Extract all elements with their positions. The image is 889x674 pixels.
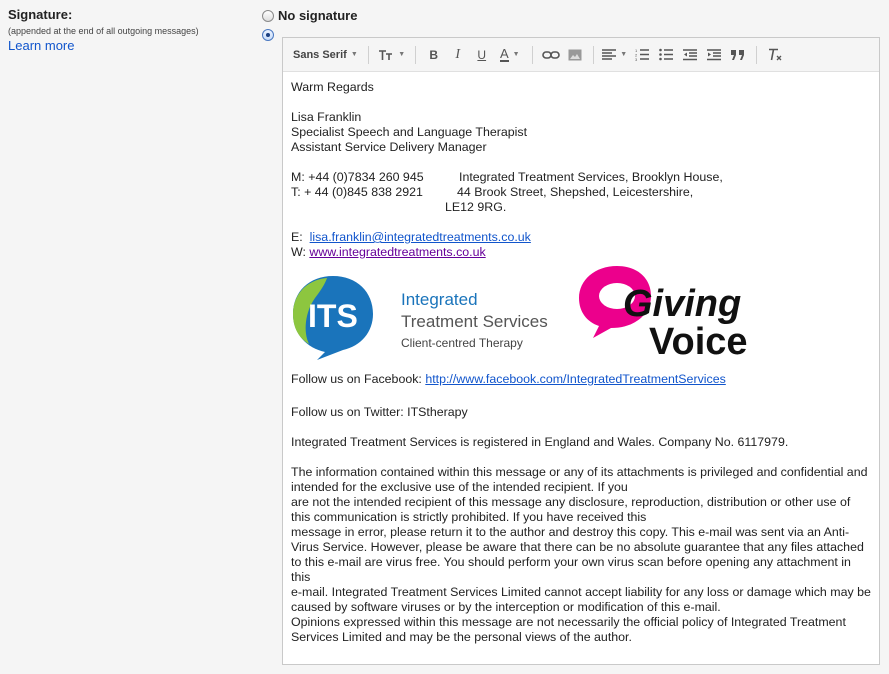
chevron-down-icon: ▼ — [398, 51, 406, 58]
address-line-1: Integrated Treatment Services, Brooklyn House, — [459, 170, 723, 184]
formatting-toolbar — [283, 38, 879, 72]
numbered-list-button[interactable] — [630, 44, 654, 66]
email-link[interactable]: lisa.franklin@integratedtreatments.co.uk — [309, 230, 531, 244]
greeting: Warm Regards — [291, 80, 374, 94]
align-icon — [602, 49, 616, 61]
chevron-down-icon: ▼ — [350, 51, 358, 58]
disclaimer-line-3: message in error, please return it to the author and destroy this copy. This e-mail was sent via an Anti-Virus Service. However, please be aware that there can be no absolute guarantee that any files attached to this e-mail are virus free. You should perform your own virus scan before opening any attachment in this — [291, 525, 864, 584]
sender-role-1: Specialist Speech and Language Therapist — [291, 125, 528, 139]
font-family-label: Sans Serif — [293, 48, 347, 61]
learn-more-link[interactable]: Learn more — [8, 38, 75, 53]
quote-button[interactable] — [726, 44, 750, 66]
svg-text:1: 1 — [634, 48, 637, 53]
twitter-line: Follow us on Twitter: ITStherapy — [291, 405, 468, 419]
quote-icon — [731, 50, 745, 60]
sender-name: Lisa Franklin — [291, 110, 362, 124]
remove-formatting-icon — [767, 48, 783, 62]
bold-button[interactable] — [422, 44, 446, 66]
indent-more-icon — [707, 49, 721, 61]
italic-button[interactable] — [446, 44, 470, 66]
indent-less-icon — [683, 49, 697, 61]
toolbar-divider — [756, 46, 757, 64]
signature-body[interactable] — [283, 72, 879, 645]
custom-signature-option[interactable] — [262, 29, 274, 41]
mobile-number: M: +44 (0)7834 260 945 — [291, 170, 424, 184]
chevron-down-icon: ▼ — [620, 51, 628, 58]
remove-formatting-button[interactable] — [763, 44, 787, 66]
web-prefix: W: — [291, 245, 306, 259]
align-dropdown[interactable] — [600, 44, 630, 66]
chevron-down-icon: ▼ — [512, 51, 520, 58]
numbered-list-icon — [635, 48, 649, 61]
indent-less-button[interactable] — [678, 44, 702, 66]
signature-editor[interactable] — [282, 37, 880, 665]
disclaimer-line-2: are not the intended recipient of this message any disclosure, reproduction, distribution or other use of this communication is strictly prohibited. If you have received this — [291, 495, 851, 524]
its-logo-tagline: Client-centred Therapy — [401, 336, 523, 350]
text-color-dropdown[interactable] — [494, 44, 526, 66]
font-size-dropdown[interactable] — [375, 44, 409, 66]
facebook-prefix: Follow us on Facebook: — [291, 372, 422, 386]
text-color-icon: A — [499, 46, 509, 61]
toolbar-divider — [368, 46, 369, 64]
link-icon — [542, 50, 560, 60]
indent-more-button[interactable] — [702, 44, 726, 66]
italic-icon: I — [455, 46, 461, 62]
svg-text:2: 2 — [634, 52, 637, 58]
svg-text:3: 3 — [634, 57, 637, 61]
underline-icon: U — [477, 47, 487, 62]
toolbar-divider — [532, 46, 533, 64]
signature-title: Signature: — [8, 7, 73, 22]
its-logo-line-2: Treatment Services — [401, 312, 548, 331]
phone-number: T: + 44 (0)845 838 2921 — [291, 185, 423, 199]
no-signature-radio[interactable] — [262, 10, 274, 22]
image-icon — [568, 49, 582, 61]
toolbar-divider — [415, 46, 416, 64]
website-link[interactable]: www.integratedtreatments.co.uk — [309, 245, 486, 259]
bold-icon: B — [429, 47, 439, 62]
address-line-3: LE12 9RG. — [445, 200, 507, 214]
sender-role-2: Assistant Service Delivery Manager — [291, 140, 487, 154]
underline-button[interactable] — [470, 44, 494, 66]
toolbar-divider — [593, 46, 594, 64]
giving-voice-line-2: Voice — [649, 321, 748, 362]
signature-note: (appended at the end of all outgoing messages) — [8, 26, 199, 36]
its-logo-line-1: Integrated — [401, 290, 478, 309]
bulleted-list-button[interactable] — [654, 44, 678, 66]
giving-voice-logo — [577, 262, 767, 362]
disclaimer-line-1: The information contained within this message or any of its attachments is privileged and confidential and intended for the exclusive use of the intended recipient. If you — [291, 465, 868, 494]
font-size-icon — [378, 48, 394, 62]
font-family-dropdown[interactable] — [289, 44, 362, 66]
link-button[interactable] — [539, 44, 563, 66]
giving-voice-line-1: Giving — [623, 283, 742, 325]
disclaimer-line-5: Opinions expressed within this message are not necessarily the official policy of Integrated Treatment Services Limited and may be the personal views of the author. — [291, 615, 846, 644]
image-button[interactable] — [563, 44, 587, 66]
no-signature-label: No signature — [278, 8, 358, 23]
signature-section-label — [8, 7, 199, 53]
its-logo-mark: ITS — [308, 298, 358, 334]
email-prefix: E: — [291, 230, 303, 244]
facebook-link[interactable]: http://www.facebook.com/IntegratedTreatmentServices — [425, 372, 726, 386]
no-signature-option[interactable] — [262, 8, 357, 23]
its-logo — [291, 272, 581, 362]
disclaimer-line-4: e-mail. Integrated Treatment Services Limited cannot accept liability for any loss or damage which may be caused by software viruses or by the interception or modification of this e-mail. — [291, 585, 871, 614]
registered-line: Integrated Treatment Services is registered in England and Wales. Company No. 6117979. — [291, 435, 789, 449]
bulleted-list-icon — [659, 48, 673, 61]
custom-signature-radio[interactable] — [262, 29, 274, 41]
address-line-2: 44 Brook Street, Shepshed, Leicestershire, — [457, 185, 694, 199]
logos-row — [291, 272, 871, 372]
